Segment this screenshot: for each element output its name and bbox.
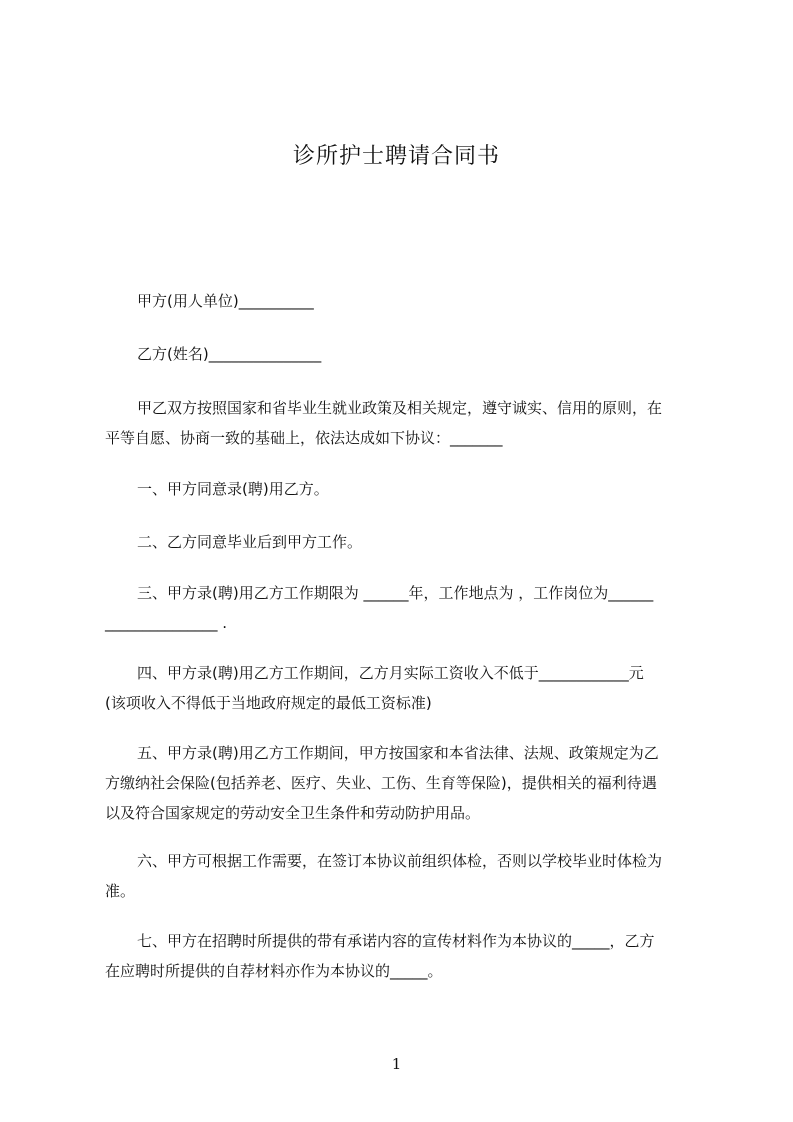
- clause-5-line-3: 以及符合国家规定的劳动安全卫生条件和劳动防护用品。: [105, 804, 481, 822]
- clause-4: [105, 658, 703, 718]
- clause-6: [105, 846, 703, 906]
- clause-7-line-2: 在应聘时所提供的自荐材料亦作为本协议的_____。: [105, 962, 443, 980]
- clause-2: 二、乙方同意毕业后到甲方工作。: [137, 533, 363, 551]
- clause-4-line-1: 四、甲方录(聘)用乙方工作期间，乙方月实际工资收入不低于____________元: [137, 664, 644, 682]
- clause-7-line-1: 七、甲方在招聘时所提供的带有承诺内容的宣传材料作为本协议的_____，乙方: [137, 932, 655, 950]
- clause-3: [105, 578, 703, 638]
- clause-5-line-1: 五、甲方录(聘)用乙方工作期间，甲方按国家和本省法律、法规、政策规定为乙: [137, 744, 659, 762]
- clause-7: [105, 926, 703, 986]
- clause-3-line-1: 三、甲方录(聘)用乙方工作期限为 ______年，工作地点为 ，工作岗位为______: [137, 584, 654, 602]
- clause-1: 一、甲方同意录(聘)用乙方。: [137, 480, 329, 498]
- clause-5: [105, 738, 703, 828]
- clause-3-line-2: _______________ .: [105, 614, 228, 632]
- document-title: 诊所护士聘请合同书: [292, 144, 500, 169]
- intro-line-1: 甲乙双方按照国家和省毕业生就业政策及相关规定，遵守诚实、信用的原则，在: [137, 399, 663, 417]
- clause-6-line-2: 准。: [105, 882, 136, 900]
- party-b-line: 乙方(姓名)_______________: [137, 345, 322, 363]
- party-a-line: 甲方(用人单位)__________: [137, 292, 314, 310]
- clause-6-line-1: 六、甲方可根据工作需要，在签订本协议前组织体检，否则以学校毕业时体检为: [137, 852, 663, 870]
- page-number: 1: [391, 1055, 402, 1073]
- clause-4-line-2: (该项收入不得低于当地政府规定的最低工资标准): [105, 694, 432, 712]
- intro-line-2: 平等自愿、协商一致的基础上，依法达成如下协议：_______: [105, 429, 503, 447]
- intro-paragraph: [105, 393, 703, 453]
- clause-5-line-2: 方缴纳社会保险(包括养老、医疗、失业、工伤、生育等保险)，提供相关的福利待遇: [105, 774, 657, 792]
